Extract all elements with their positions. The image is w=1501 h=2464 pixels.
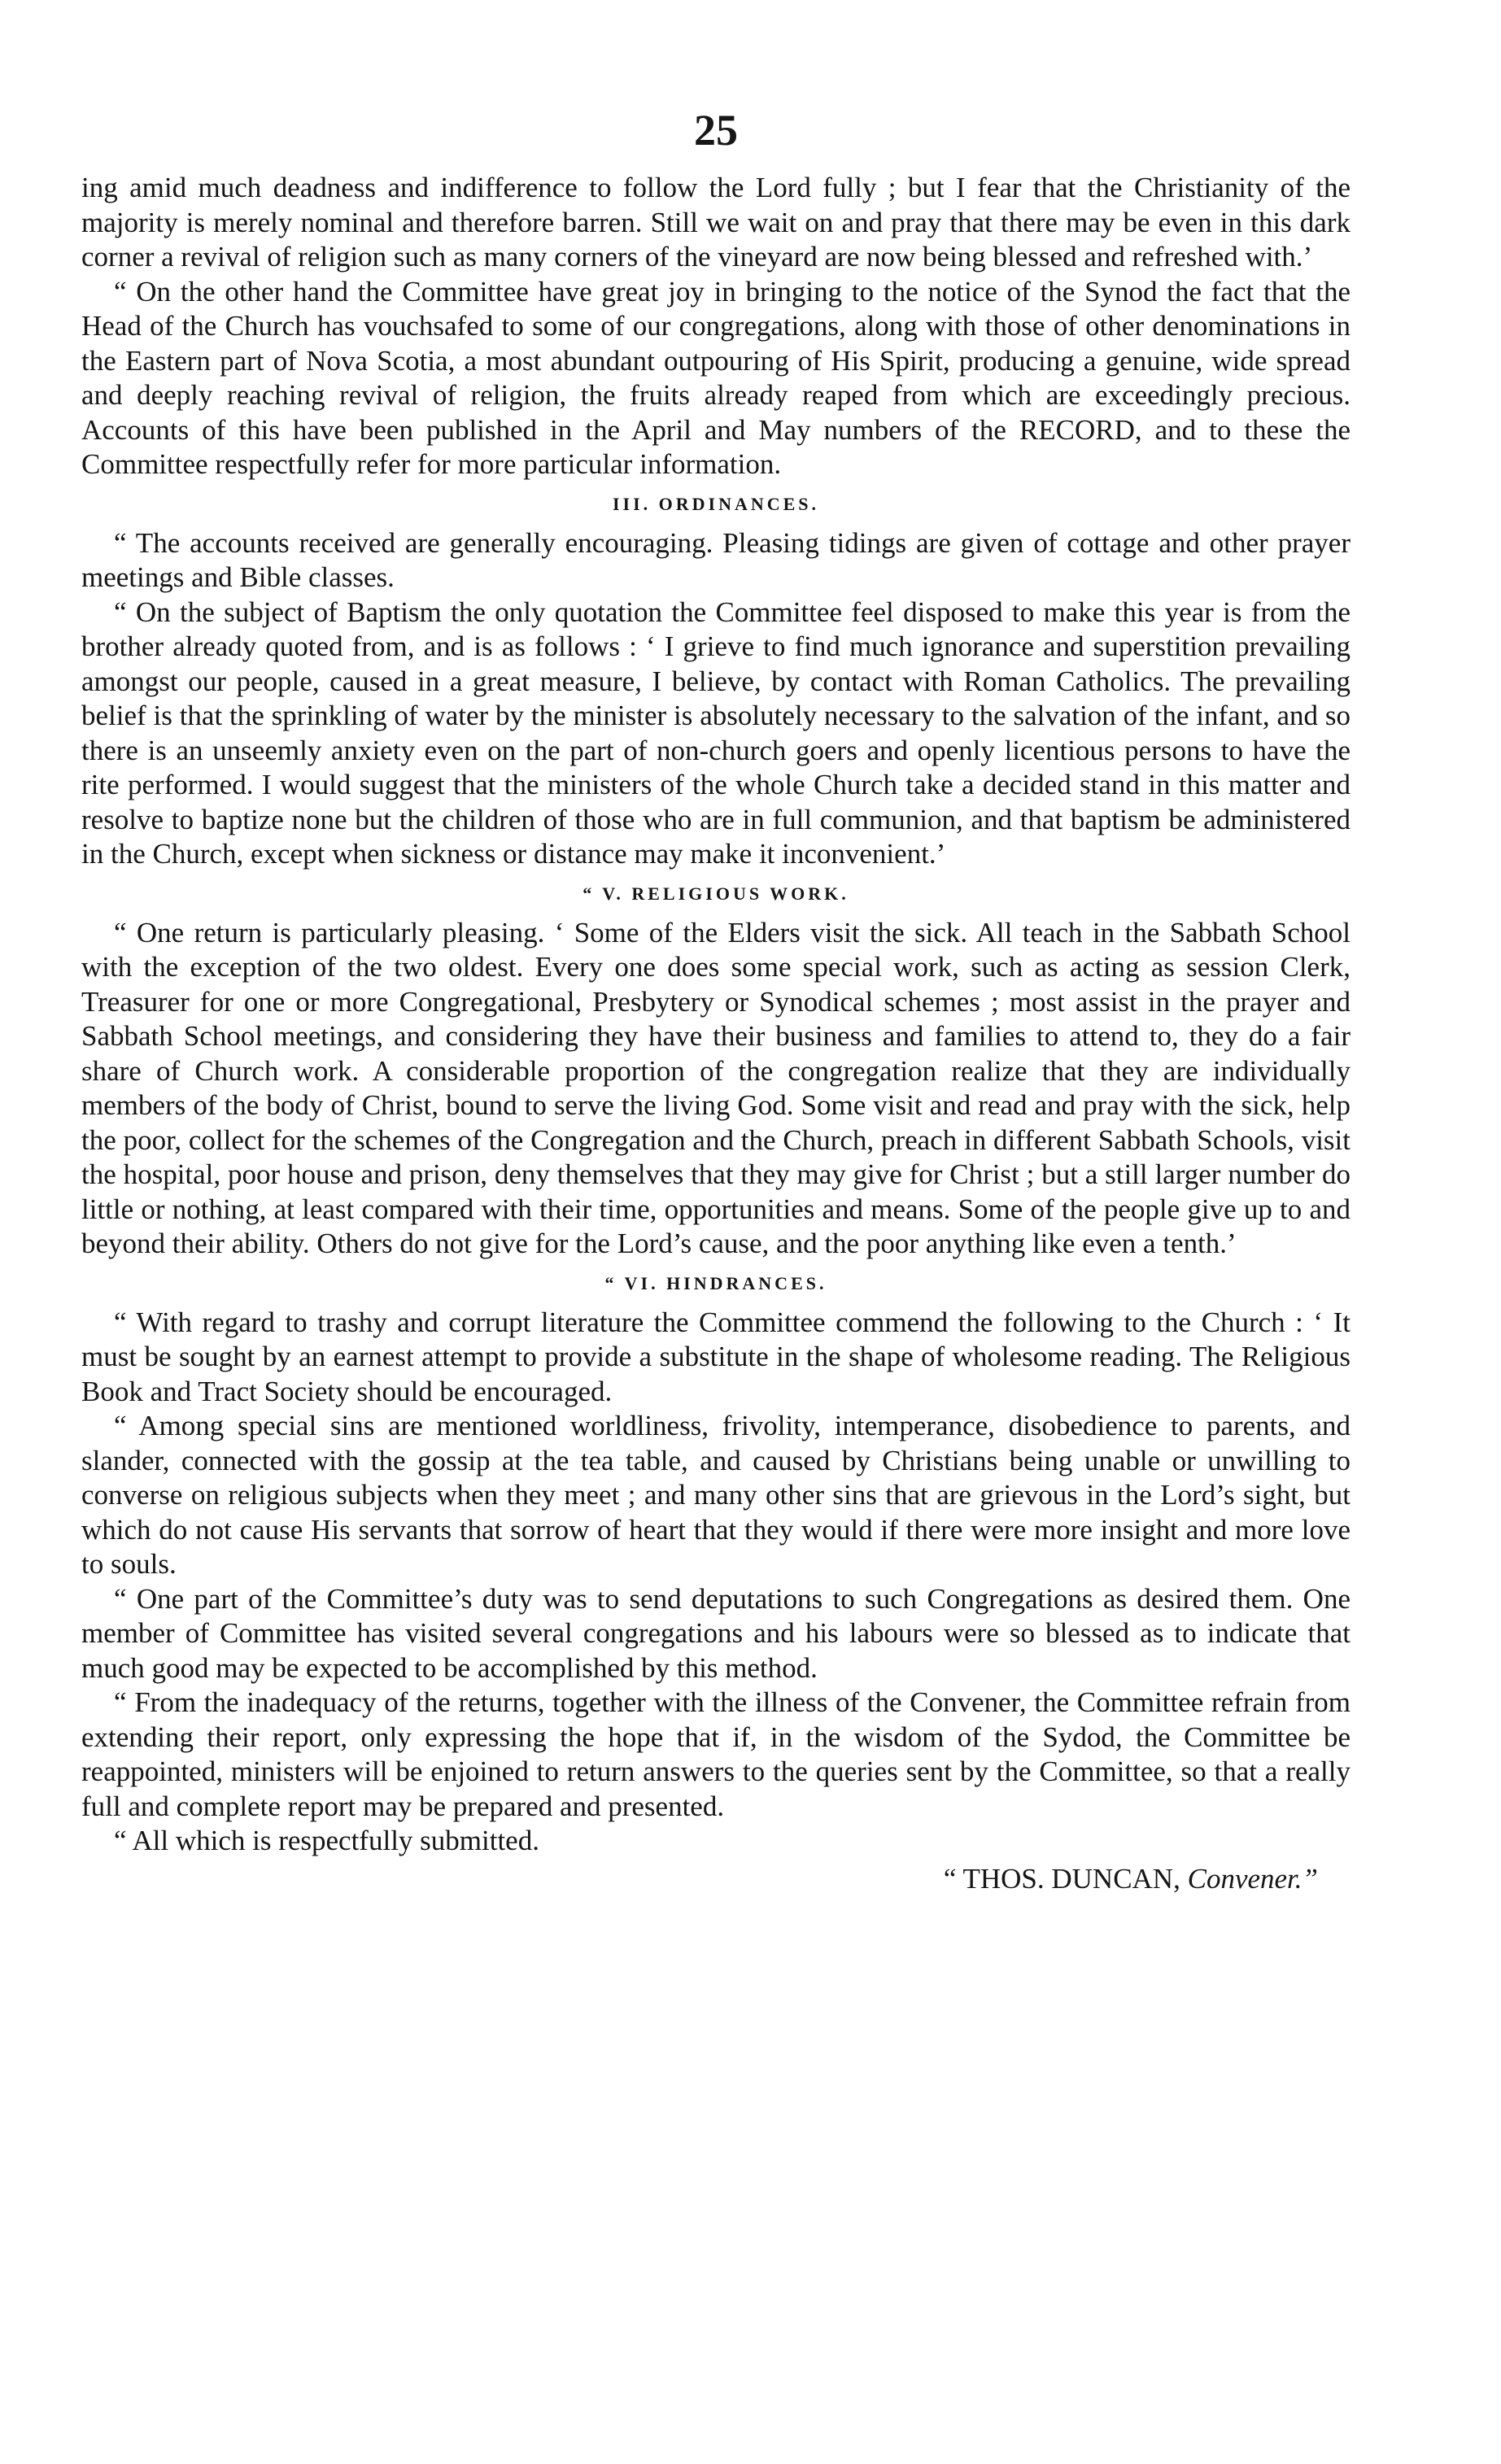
paragraph: ing amid much deadness and indifference to follow the Lord fully ; but I fear that the Christianity of the majority is merely nominal and therefore barren. Still we wait on and pray that there may be even in this dark corner a revival of religion such as many corners of the vineyard are now being blessed and refreshed with.’	[81, 172, 1350, 273]
paragraph: “ On the other hand the Committee have great joy in bringing to the notice of the Synod the fact that the Head of the Church has vouchsafed to some of our congregations, along with those of other denominations in the Eastern part of Nova Scotia, a most abundant outpouring of His Spirit, producing a genuine, wide spread and deeply reaching revival of religion, the fruits already reaped from which are exceedingly precious. Accounts of this have been published in the April and May numbers of the RECORD, and to these the Committee respectfully refer for more particular information.	[81, 275, 1350, 480]
section-heading: “ VI. HINDRANCES.	[604, 1272, 827, 1293]
signature	[81, 1862, 1350, 1896]
section-heading: “ V. RELIGIOUS WORK.	[583, 883, 849, 904]
signature-role: Convener.”	[1187, 1862, 1318, 1895]
signature-name: “ THOS. DUNCAN,	[943, 1862, 1180, 1895]
paragraph: “ With regard to trashy and corrupt literature the Committee commend the following to the Church : ‘ It must be sought by an earnest attempt to provide a substitute in the shape of wholesome reading. The Religious Book and Tract Society should be encouraged.	[81, 1306, 1350, 1407]
body-text	[81, 171, 1350, 1859]
page-number: 25	[694, 106, 738, 155]
document-page	[81, 106, 1350, 1896]
paragraph: “ All which is respectfully submitted.	[114, 1825, 539, 1856]
paragraph: “ One return is particularly pleasing. ‘ Some of the Elders visit the sick. All teach in the Sabbath School with the exception of the two oldest. Every one does some special work, such as acting as session Clerk, Treasurer for one or more Congregational, Presbytery or Synodical schemes ; most assist in the prayer and Sabbath School meetings, and considering they have their business and families to attend to, they do a fair share of Church work. A considerable proportion of the congregation realize that they are individually members of the body of Christ, bound to serve the living God. Some visit and read and pray with the sick, help the poor, collect for the schemes of the Congregation and the Church, preach in different Sabbath Schools, visit the hospital, poor house and prison, deny themselves that they may give for Christ ; but a still larger number do little or nothing, at least compared with their time, opportunities and means. Some of the people give up to and beyond their ability. Others do not give for the Lord’s cause, and the poor anything like even a tenth.’	[81, 916, 1350, 1259]
section-heading: III. ORDINANCES.	[612, 493, 820, 514]
paragraph: “ On the subject of Baptism the only quotation the Committee feel disposed to make this year is from the brother already quoted from, and is as follows : ‘ I grieve to find much ignorance and superstition prevailing amongst our people, caused in a great measure, I believe, by contact with Roman Catholics. The prevailing belief is that the sprinkling of water by the minister is absolutely necessary to the salvation of the infant, and so there is an unseemly anxiety even on the part of non-church goers and openly licentious persons to have the rite performed. I would suggest that the ministers of the whole Church take a decided stand in this matter and resolve to baptize none but the children of those who are in full communion, and that baptism be administered in the Church, except when sickness or distance may make it inconvenient.’	[81, 595, 1350, 870]
paragraph: “ Among special sins are mentioned worldliness, frivolity, intemperance, disobedience to parents, and slander, connected with the gossip at the tea table, and caused by Christians being unable or unwilling to converse on religious subjects when they meet ; and many other sins that are grievous in the Lord’s sight, but which do not cause His servants that sorrow of heart that they would if there were more insight and more love to souls.	[81, 1410, 1350, 1580]
paragraph: “ The accounts received are generally encouraging. Pleasing tidings are given of cottage and other prayer meetings and Bible classes.	[81, 526, 1350, 593]
paragraph: “ One part of the Committee’s duty was to send deputations to such Congregations as desired them. One member of Committee has visited several congregations and his labours were so blessed as to indicate that much good may be expected to be accomplished by this method.	[81, 1582, 1350, 1684]
paragraph: “ From the inadequacy of the returns, together with the illness of the Convener, the Committee refrain from extending their report, only expressing the hope that if, in the wisdom of the Sydod, the Committee be reappointed, ministers will be enjoined to return answers to the queries sent by the Committee, so that a really full and complete report may be prepared and presented.	[81, 1686, 1350, 1822]
